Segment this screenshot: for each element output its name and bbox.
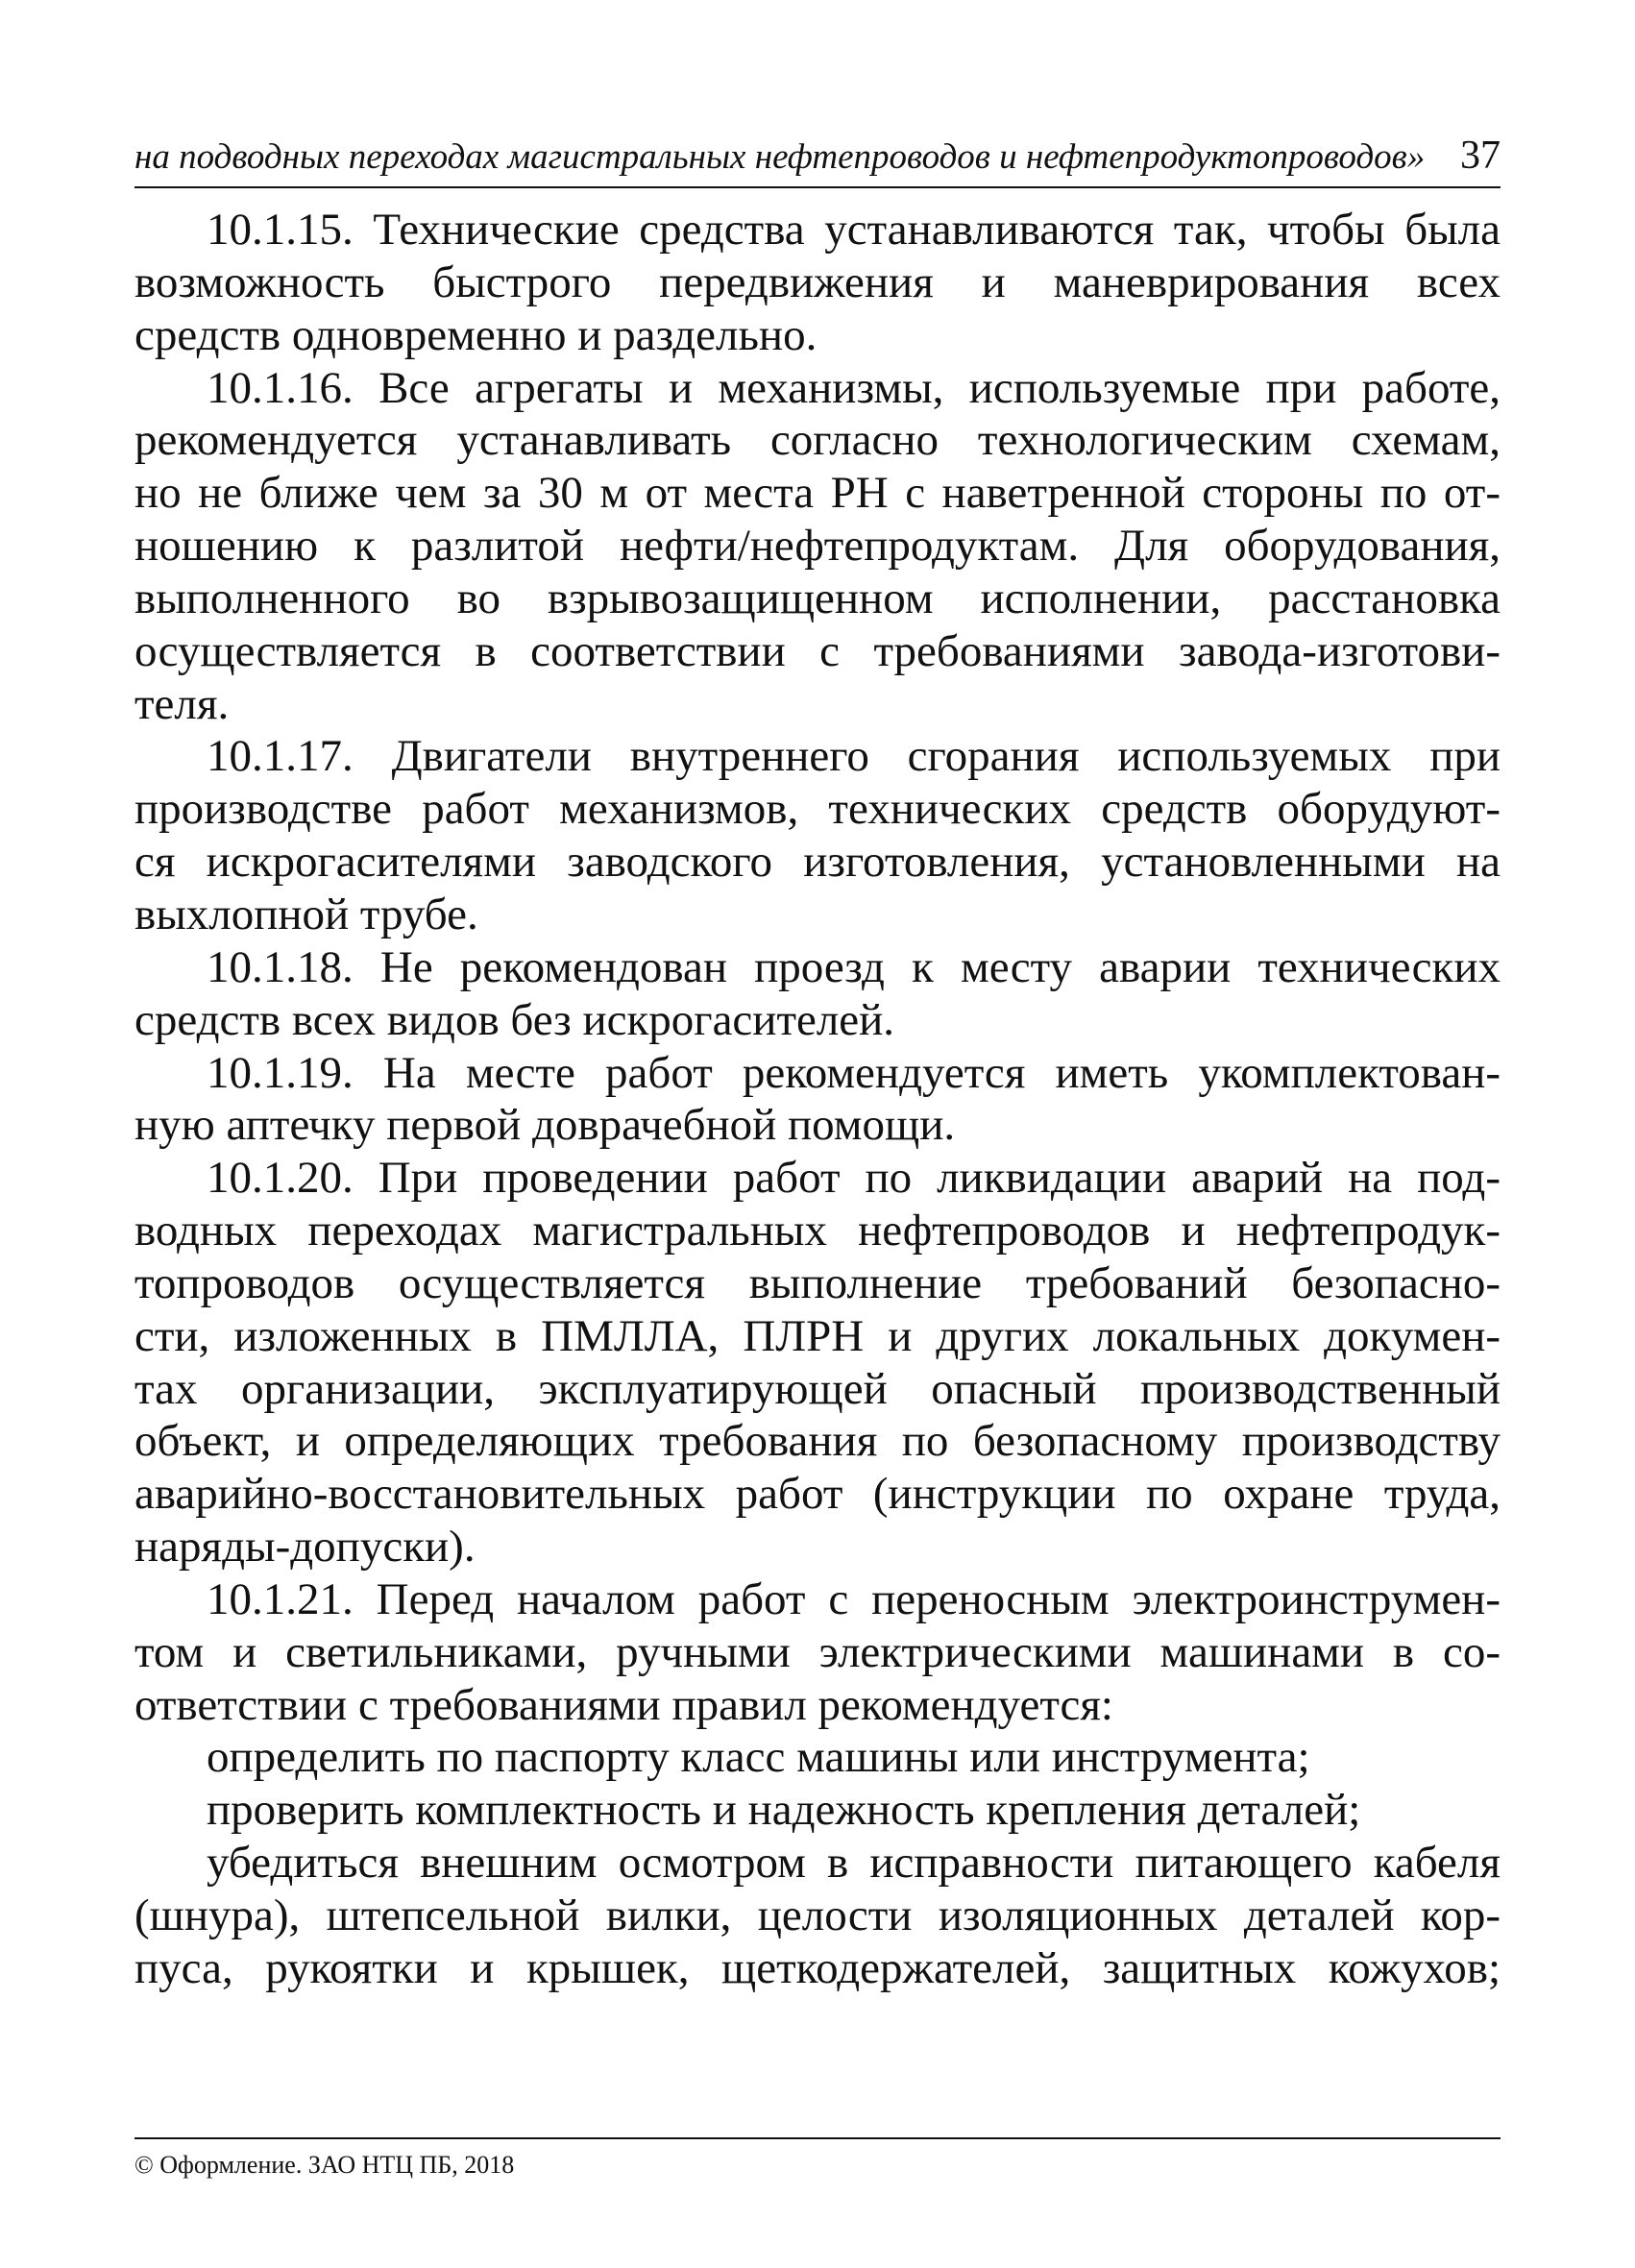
- text-line: ся искрогасителями заводского изготовления, установленными на: [134, 837, 1501, 888]
- text-line: 10.1.16. Все агрегаты и механизмы, используемые при работе,: [207, 362, 1501, 413]
- text-line: том и светильниками, ручными электрическими машинами в со-: [134, 1626, 1501, 1677]
- text-line: 10.1.18. Не рекомендован проезд к месту аварии технических: [207, 941, 1501, 992]
- text-line: 10.1.15. Технические средства устанавливаются так, чтобы была: [207, 205, 1501, 255]
- text-line: средств одновременно и раздельно.: [134, 309, 818, 360]
- text-line: наряды-допуски).: [134, 1522, 476, 1573]
- copyright-notice: © Оформление. ЗАО НТЦ ПБ, 2018: [134, 2151, 515, 2179]
- text-line: определить по паспорту класс машины или инструмента;: [207, 1732, 1310, 1783]
- text-line: 10.1.19. На месте работ рекомендуется иметь укомплектован-: [207, 1047, 1501, 1098]
- text-line: производстве работ механизмов, технических средств оборудуют-: [134, 784, 1501, 835]
- text-line: топроводов осуществляется выполнение требований безопасно-: [134, 1257, 1501, 1308]
- text-line: ношению к разлитой нефти/нефтепродуктам. Для оборудования,: [134, 521, 1501, 572]
- page-number: 37: [1460, 134, 1501, 178]
- text-line: тах организации, эксплуатирующей опасный производственный: [134, 1363, 1501, 1414]
- text-line: объект, и определяющих требования по безопасному производству: [134, 1416, 1501, 1467]
- running-title: на подводных переходах магистральных нефтепроводов и нефтепродуктопроводов»: [134, 137, 1426, 177]
- text-line: водных переходах магистральных нефтепроводов и нефтепродук-: [134, 1206, 1501, 1256]
- text-line: проверить комплектность и надежность крепления деталей;: [207, 1785, 1361, 1836]
- text-line: пуса, рукоятки и крышек, щеткодержателей, защитных кожухов;: [134, 1942, 1501, 1993]
- text-line: (шнура), штепсельной вилки, целости изоляционных деталей кор-: [134, 1890, 1501, 1940]
- text-line: аварийно-восстановительных работ (инструкции по охране труда,: [134, 1469, 1501, 1520]
- text-line: сти, изложенных в ПМЛЛА, ПЛРН и других локальных докумен-: [134, 1310, 1501, 1361]
- text-line: но не ближе чем за 30 м от места РН с наветренной стороны по от-: [134, 468, 1501, 519]
- text-line: выполненного во взрывозащищенном исполнении, расстановка: [134, 573, 1501, 623]
- text-line: ответствии с требованиями правил рекомендуется:: [134, 1679, 1113, 1730]
- text-line: рекомендуется устанавливать согласно технологическим схемам,: [134, 415, 1501, 466]
- text-line: 10.1.17. Двигатели внутреннего сгорания используемых при: [207, 731, 1501, 782]
- text-line: убедиться внешним осмотром в исправности питающего кабеля: [207, 1838, 1501, 1889]
- text-line: 10.1.21. Перед началом работ с переносным электроинструмен-: [207, 1573, 1501, 1624]
- text-line: ную аптечку первой доврачебной помощи.: [134, 1100, 956, 1151]
- body-text: [134, 204, 1501, 1995]
- text-line: теля.: [134, 678, 230, 729]
- text-line: осуществляется в соответствии с требованиями завода-изготови-: [134, 625, 1501, 676]
- footer: [134, 2137, 1501, 2179]
- text-line: 10.1.20. При проведении работ по ликвидации аварий на под-: [207, 1153, 1501, 1204]
- running-header: [134, 133, 1501, 188]
- text-line: возможность быстрого передвижения и маневрирования всех: [134, 256, 1501, 307]
- text-line: выхлопной трубе.: [134, 889, 478, 939]
- text-line: средств всех видов без искрогасителей.: [134, 994, 895, 1045]
